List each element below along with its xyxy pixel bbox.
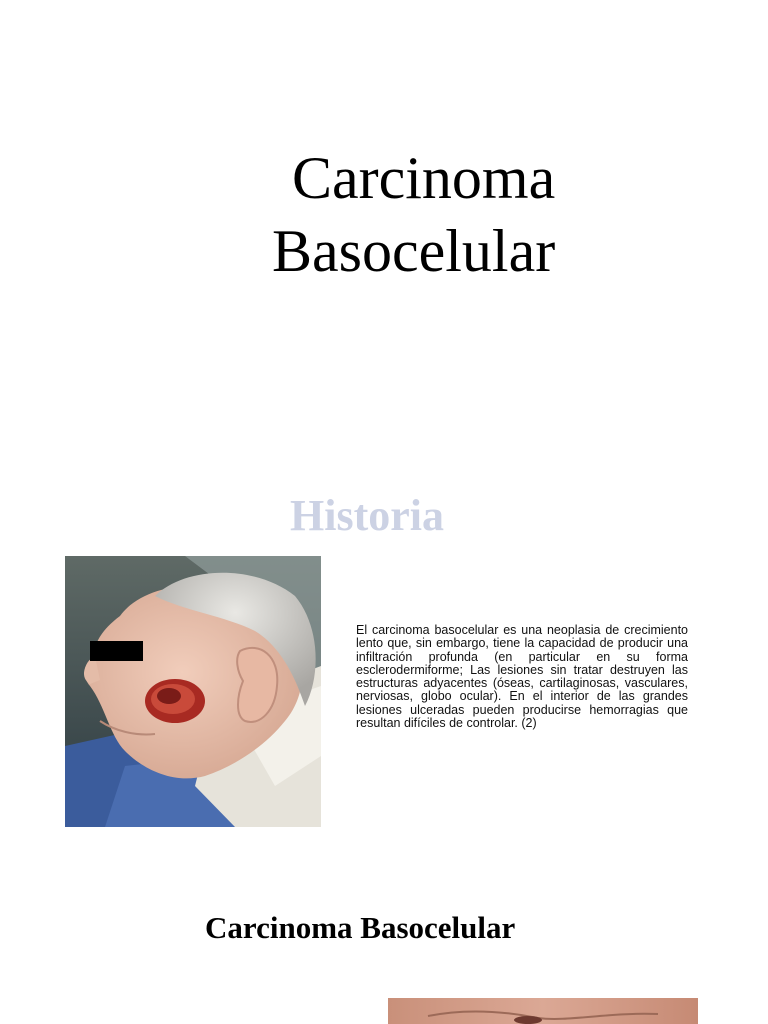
title-line-2: Basocelular — [272, 218, 556, 284]
section-subtitle: Carcinoma Basocelular — [205, 910, 516, 945]
body-paragraph: El carcinoma basocelular es una neoplasia de crecimiento lento que, sin embargo, tiene la capacidad de producir una infiltración profunda (en particular en su forma esclerodermiforme; Las lesiones sin tratar destruyen las estructuras adyacentes (óseas, cartilaginosas, vasculares, nerviosas, globo ocular). En el interior de las grandes lesiones ulceradas pueden producirse hemorragias que resultan difíciles de controlar. (2) — [356, 623, 688, 731]
section-heading-historia: Historia — [290, 491, 444, 540]
document-title — [240, 142, 620, 288]
title-line-1: Carcinoma — [292, 145, 556, 211]
patient-lesion-photo — [65, 556, 321, 827]
second-lesion-photo — [388, 998, 698, 1024]
